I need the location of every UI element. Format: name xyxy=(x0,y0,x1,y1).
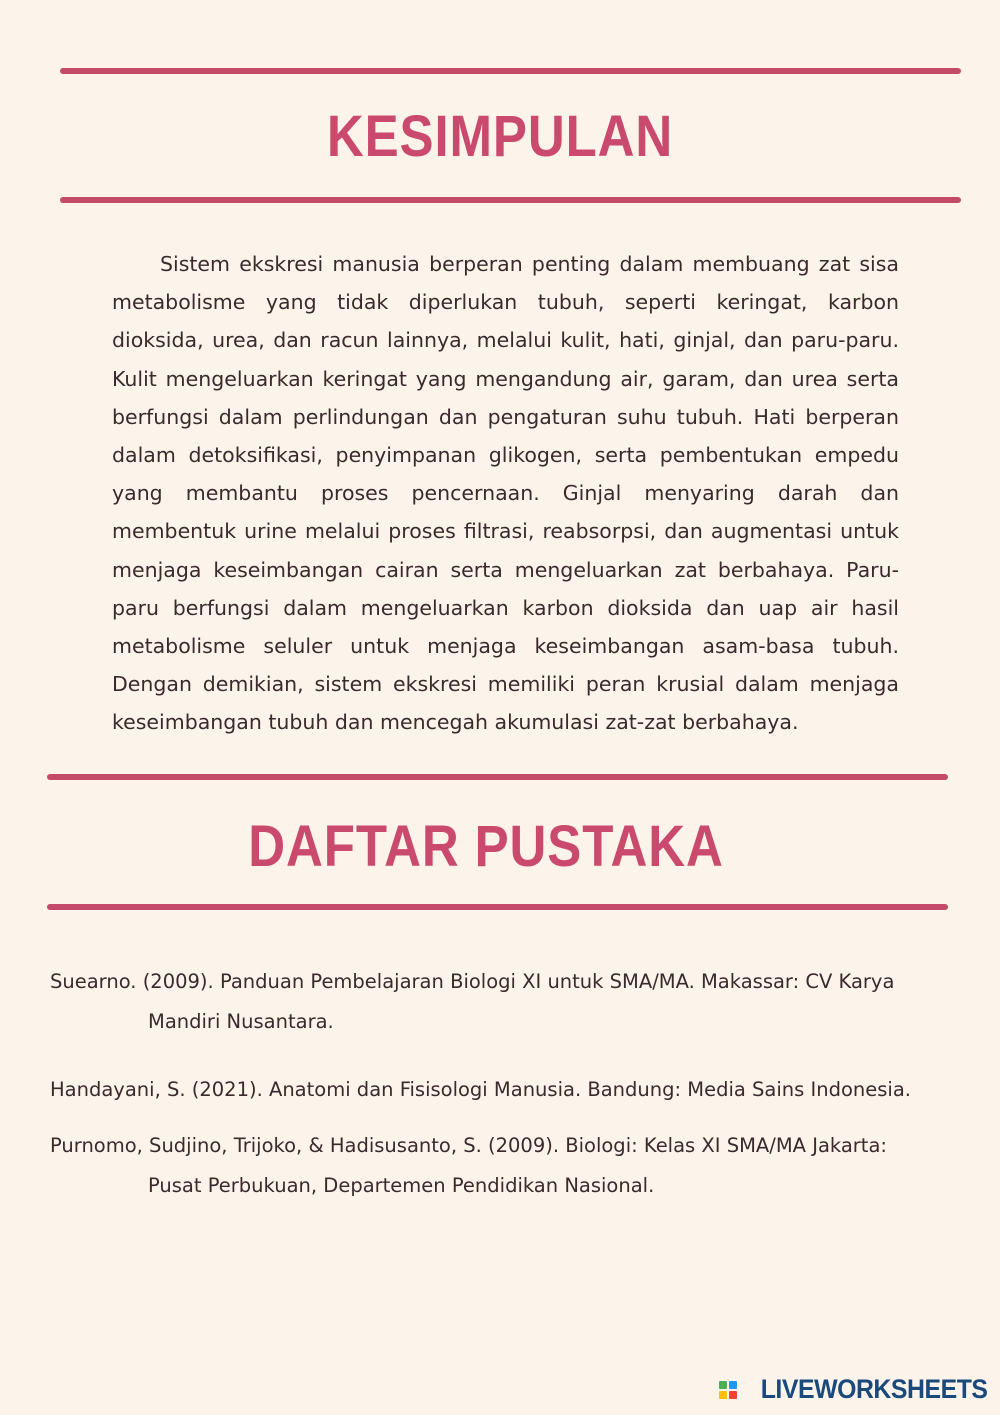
conclusion-body: Sistem ekskresi manusia berperan penting dalam membuang zat sisa metabolisme yang tidak diperlukan tubuh, seperti keringat, karbon dioksida, urea, dan racun lainnya, melalui kulit, hati, ginjal, dan paru-paru. Kulit mengeluarkan keringat yang mengandung air, garam, dan urea serta berfungsi dalam perlindungan dan pengaturan suhu tubuh. Hati berperan dalam detoksifikasi, penyimpanan glikogen, serta pembentukan empedu yang membantu proses pencernaan. Ginjal menyaring darah dan membentuk urine melalui proses filtrasi, reabsorpsi, dan augmentasi untuk menjaga keseimbangan cairan serta mengeluarkan zat berbahaya. Paru-paru berfungsi dalam mengeluarkan karbon dioksida dan uap air hasil metabolisme seluler untuk menjaga keseimbangan asam-basa tubuh. Dengan demikian, sistem ekskresi memiliki peran krusial dalam menjaga keseimbangan tubuh dan mencegah akumulasi zat-zat berbahaya. xyxy=(112,252,899,735)
conclusion-title: KESIMPULAN xyxy=(326,104,674,169)
top-divider xyxy=(60,68,961,74)
reference-item: Handayani, S. (2021). Anatomi dan Fisisologi Manusia. Bandung: Media Sains Indonesia. xyxy=(50,1078,911,1101)
brand-name: LIVEWORKSHEETS xyxy=(761,1374,988,1404)
liveworksheets-brand xyxy=(719,1374,988,1405)
reference-item: Suearno. (2009). Panduan Pembelajaran Biologi XI untuk SMA/MA. Makassar: CV Karya Mandiri Nusantara. xyxy=(50,970,895,1033)
conclusion-title-underline xyxy=(60,197,961,203)
reference-list xyxy=(50,962,930,1206)
references-title-underline xyxy=(47,904,948,910)
reference-item: Purnomo, Sudjino, Trijoko, & Hadisusanto, S. (2009). Biologi: Kelas XI SMA/MA Jakarta: Pusat Perbukuan, Departemen Pendidikan Nasional. xyxy=(50,1134,887,1197)
references-title: DAFTAR PUSTAKA xyxy=(248,814,724,879)
liveworksheets-logo-icon xyxy=(719,1381,737,1399)
references-top-divider xyxy=(47,774,948,780)
